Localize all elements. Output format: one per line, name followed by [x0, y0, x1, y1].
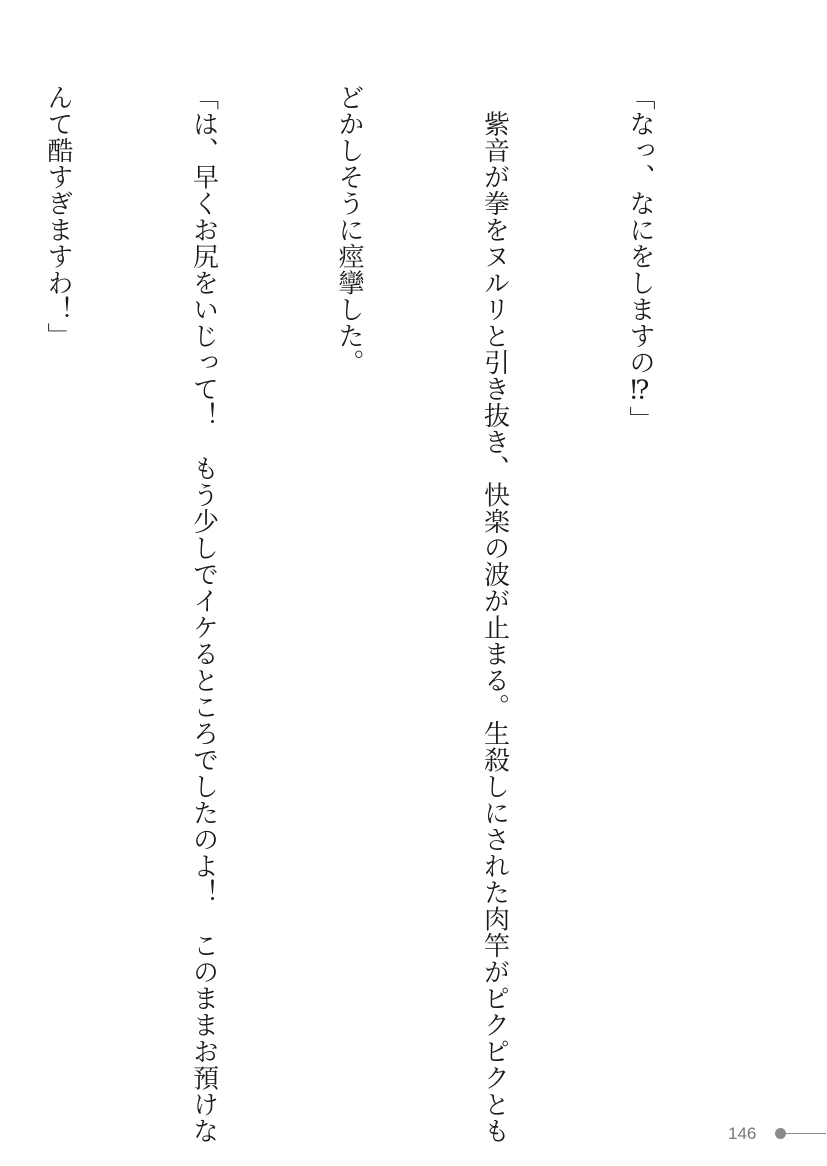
folio-rule-divider — [786, 1133, 826, 1134]
text-line-3: どかしそうに痙攣した。 — [334, 84, 364, 376]
page-number: 146 — [728, 1124, 757, 1143]
text-line-1: 「なっ、なにをしますの⁉」 — [625, 84, 655, 433]
text-line-4: 「は、早くお尻をいじって！ もう少しでイケるところでしたのよ！ このままお預けな — [188, 84, 219, 1144]
folio-dot-icon — [775, 1128, 786, 1139]
text-line-5: んて酷すぎますわ！」 — [43, 84, 73, 349]
text-line-2: 紫音が拳をヌルリと引き抜き、快楽の波が止まる。生殺しにされた肉竿がピクピクとも — [479, 84, 510, 1144]
page-footer — [728, 1122, 827, 1146]
